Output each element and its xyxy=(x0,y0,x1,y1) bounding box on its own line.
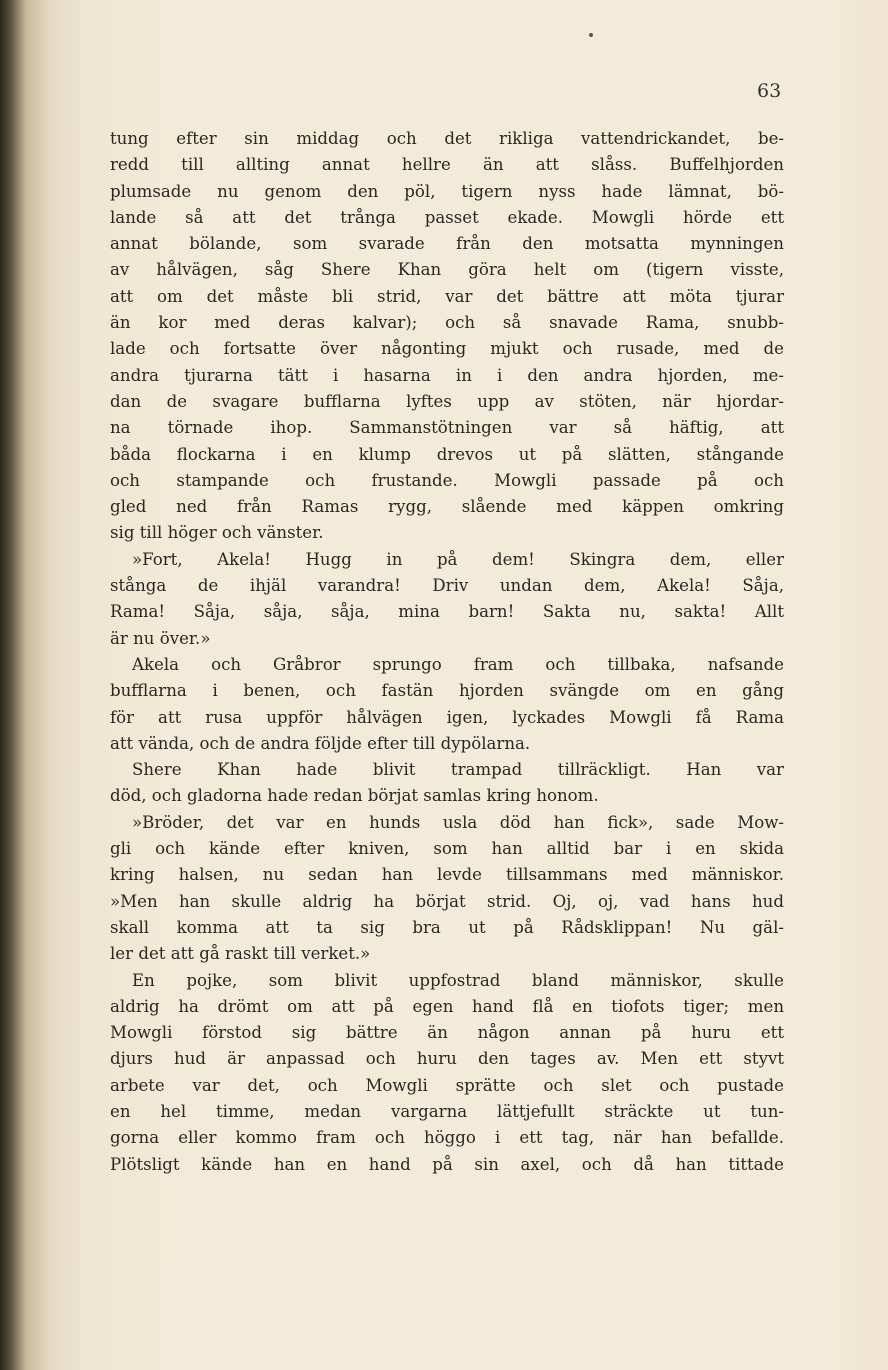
text-line: dan de svagare bufflarna lyftes upp av stöten, när hjordar- xyxy=(110,391,784,411)
text-line: »Bröder, det var en hunds usla död han fick», sade Mow- xyxy=(132,812,784,832)
text-line: Shere Khan hade blivit trampad tillräckligt. Han var xyxy=(132,760,784,780)
text-line: plumsade nu genom den pöl, tigern nyss hade lämnat, bö- xyxy=(110,181,784,201)
text-line: är nu över.» xyxy=(110,628,211,648)
text-line: gled ned från Ramas rygg, slående med käppen omkring xyxy=(110,497,784,517)
text-line: lande så att det trånga passet ekade. Mowgli hörde ett xyxy=(110,207,784,227)
text-line: annat bölande, som svarade från den motsatta mynningen xyxy=(110,234,784,254)
print-speck xyxy=(589,33,593,37)
page-number: 63 xyxy=(757,80,782,102)
text-line: ler det att gå raskt till verket.» xyxy=(110,944,371,964)
text-line: av hålvägen, såg Shere Khan göra helt om (tigern visste, xyxy=(110,260,784,280)
text-line: att om det måste bli strid, var det bättre att möta tjurar xyxy=(110,286,784,306)
text-line: Akela och Gråbror sprungo fram och tillbaka, nafsande xyxy=(132,654,784,674)
text-line: djurs hud är anpassad och huru den tages av. Men ett styvt xyxy=(110,1049,784,1069)
text-line: kring halsen, nu sedan han levde tillsammans med människor. xyxy=(110,865,784,885)
text-line: Rama! Såja, såja, såja, mina barn! Sakta nu, sakta! Allt xyxy=(110,602,784,622)
text-line: »Men han skulle aldrig ha börjat strid. Oj, oj, vad hans hud xyxy=(110,891,784,911)
text-line: En pojke, som blivit uppfostrad bland människor, skulle xyxy=(132,970,784,990)
text-line: »Fort, Akela! Hugg in på dem! Skingra dem, eller xyxy=(132,549,784,569)
text-line: och stampande och frustande. Mowgli passade på och xyxy=(110,470,784,490)
text-line: gorna eller kommo fram och höggo i ett tag, när han befallde. xyxy=(110,1128,784,1148)
text-line: na törnade ihop. Sammanstötningen var så häftig, att xyxy=(110,418,784,438)
text-line: att vända, och de andra följde efter till dypölarna. xyxy=(110,733,531,753)
text-line: än kor med deras kalvar); och så snavade Rama, snubb- xyxy=(110,313,784,333)
text-line: båda flockarna i en klump drevos ut på slätten, stångande xyxy=(110,444,784,464)
text-line: för att rusa uppför hålvägen igen, lyckades Mowgli få Rama xyxy=(110,707,784,727)
text-line: tung efter sin middag och det rikliga vattendrickandet, be- xyxy=(110,129,784,148)
text-line: lade och fortsatte över någonting mjukt och rusade, med de xyxy=(110,339,784,359)
text-line: gli och kände efter kniven, som han alltid bar i en skida xyxy=(110,839,784,859)
text-line: arbete var det, och Mowgli sprätte och slet och pustade xyxy=(110,1075,784,1095)
text-line: aldrig ha drömt om att på egen hand flå en tiofots tiger; men xyxy=(110,996,784,1016)
text-line: skall komma att ta sig bra ut på Rådsklippan! Nu gäl- xyxy=(110,917,784,937)
text-line: stånga de ihjäl varandra! Driv undan dem, Akela! Såja, xyxy=(110,576,784,596)
text-line: sig till höger och vänster. xyxy=(110,523,324,543)
text-line: Mowgli förstod sig bättre än någon annan på huru ett xyxy=(110,1023,784,1043)
text-line: andra tjurarna tätt i hasarna in i den andra hjorden, me- xyxy=(110,365,784,385)
text-line: redd till allting annat hellre än att slåss. Buffelhjorden xyxy=(110,155,784,175)
text-line: bufflarna i benen, och fastän hjorden svängde om en gång xyxy=(110,681,784,701)
text-line: en hel timme, medan vargarna lättjefullt sträckte ut tun- xyxy=(110,1101,784,1121)
body-text xyxy=(110,126,784,1178)
text-line: Plötsligt kände han en hand på sin axel, och då han tittade xyxy=(110,1154,784,1174)
text-line: död, och gladorna hade redan börjat samlas kring honom. xyxy=(110,786,599,806)
